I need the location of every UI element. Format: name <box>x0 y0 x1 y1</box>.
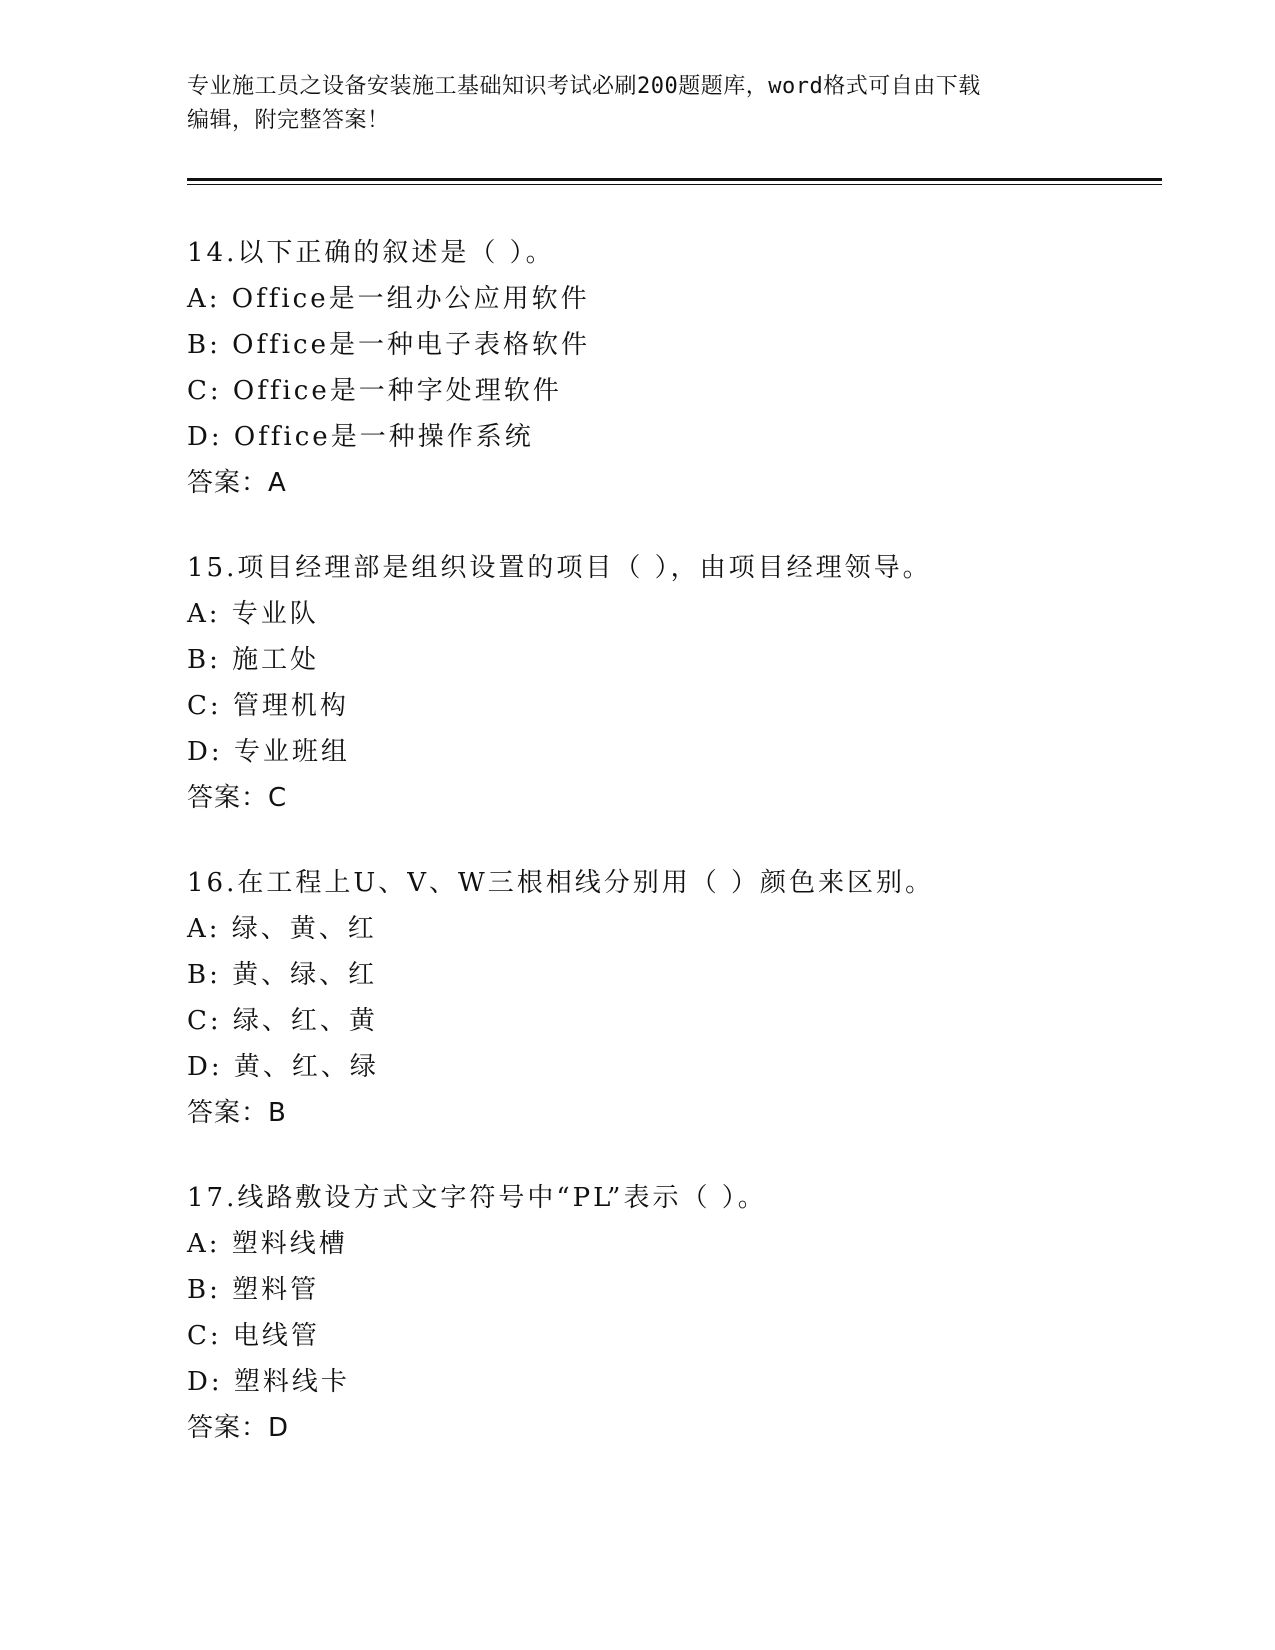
option-c: C: 管理机构 <box>187 691 349 721</box>
option-a: A: Office是一组办公应用软件 <box>187 284 590 314</box>
option-a: A: 塑料线槽 <box>187 1229 348 1259</box>
option-b: B: 施工处 <box>187 645 320 675</box>
question-16 <box>187 860 1147 1136</box>
question-14 <box>187 230 1147 506</box>
question-stem: 16.在工程上U、V、W三根相线分别用（ ）颜色来区别。 <box>187 868 935 898</box>
answer: 答案：B <box>187 1098 287 1128</box>
option-b: B: Office是一种电子表格软件 <box>187 330 590 360</box>
option-d: D: 黄、红、绿 <box>187 1052 379 1082</box>
option-a: A: 专业队 <box>187 599 319 629</box>
answer: 答案：C <box>187 783 288 813</box>
header-line-1: 专业施工员之设备安装施工基础知识考试必刷200题题库，word格式可自由下载 <box>187 74 981 99</box>
answer: 答案：D <box>187 1413 290 1443</box>
question-stem: 14.以下正确的叙述是（ ）。 <box>187 238 555 268</box>
question-stem: 15.项目经理部是组织设置的项目（ ），由项目经理领导。 <box>187 553 932 583</box>
option-b: B: 黄、绿、红 <box>187 960 378 990</box>
option-c: C: 电线管 <box>187 1321 320 1351</box>
header-divider <box>187 178 1162 181</box>
option-c: C: Office是一种字处理软件 <box>187 376 562 406</box>
question-stem: 17.线路敷设方式文字符号中“PL”表示（ ）。 <box>187 1183 767 1213</box>
option-d: D: 专业班组 <box>187 737 350 767</box>
option-b: B: 塑料管 <box>187 1275 320 1305</box>
option-d: D: 塑料线卡 <box>187 1367 350 1397</box>
option-c: C: 绿、红、黄 <box>187 1006 378 1036</box>
question-15 <box>187 545 1147 821</box>
option-d: D: Office是一种操作系统 <box>187 422 534 452</box>
header-line-2: 编辑，附完整答案！ <box>187 108 390 133</box>
header-divider-thin <box>187 184 1162 185</box>
option-a: A: 绿、黄、红 <box>187 914 377 944</box>
answer: 答案：A <box>187 468 287 498</box>
question-17 <box>187 1175 1147 1451</box>
document-header <box>187 70 1087 138</box>
